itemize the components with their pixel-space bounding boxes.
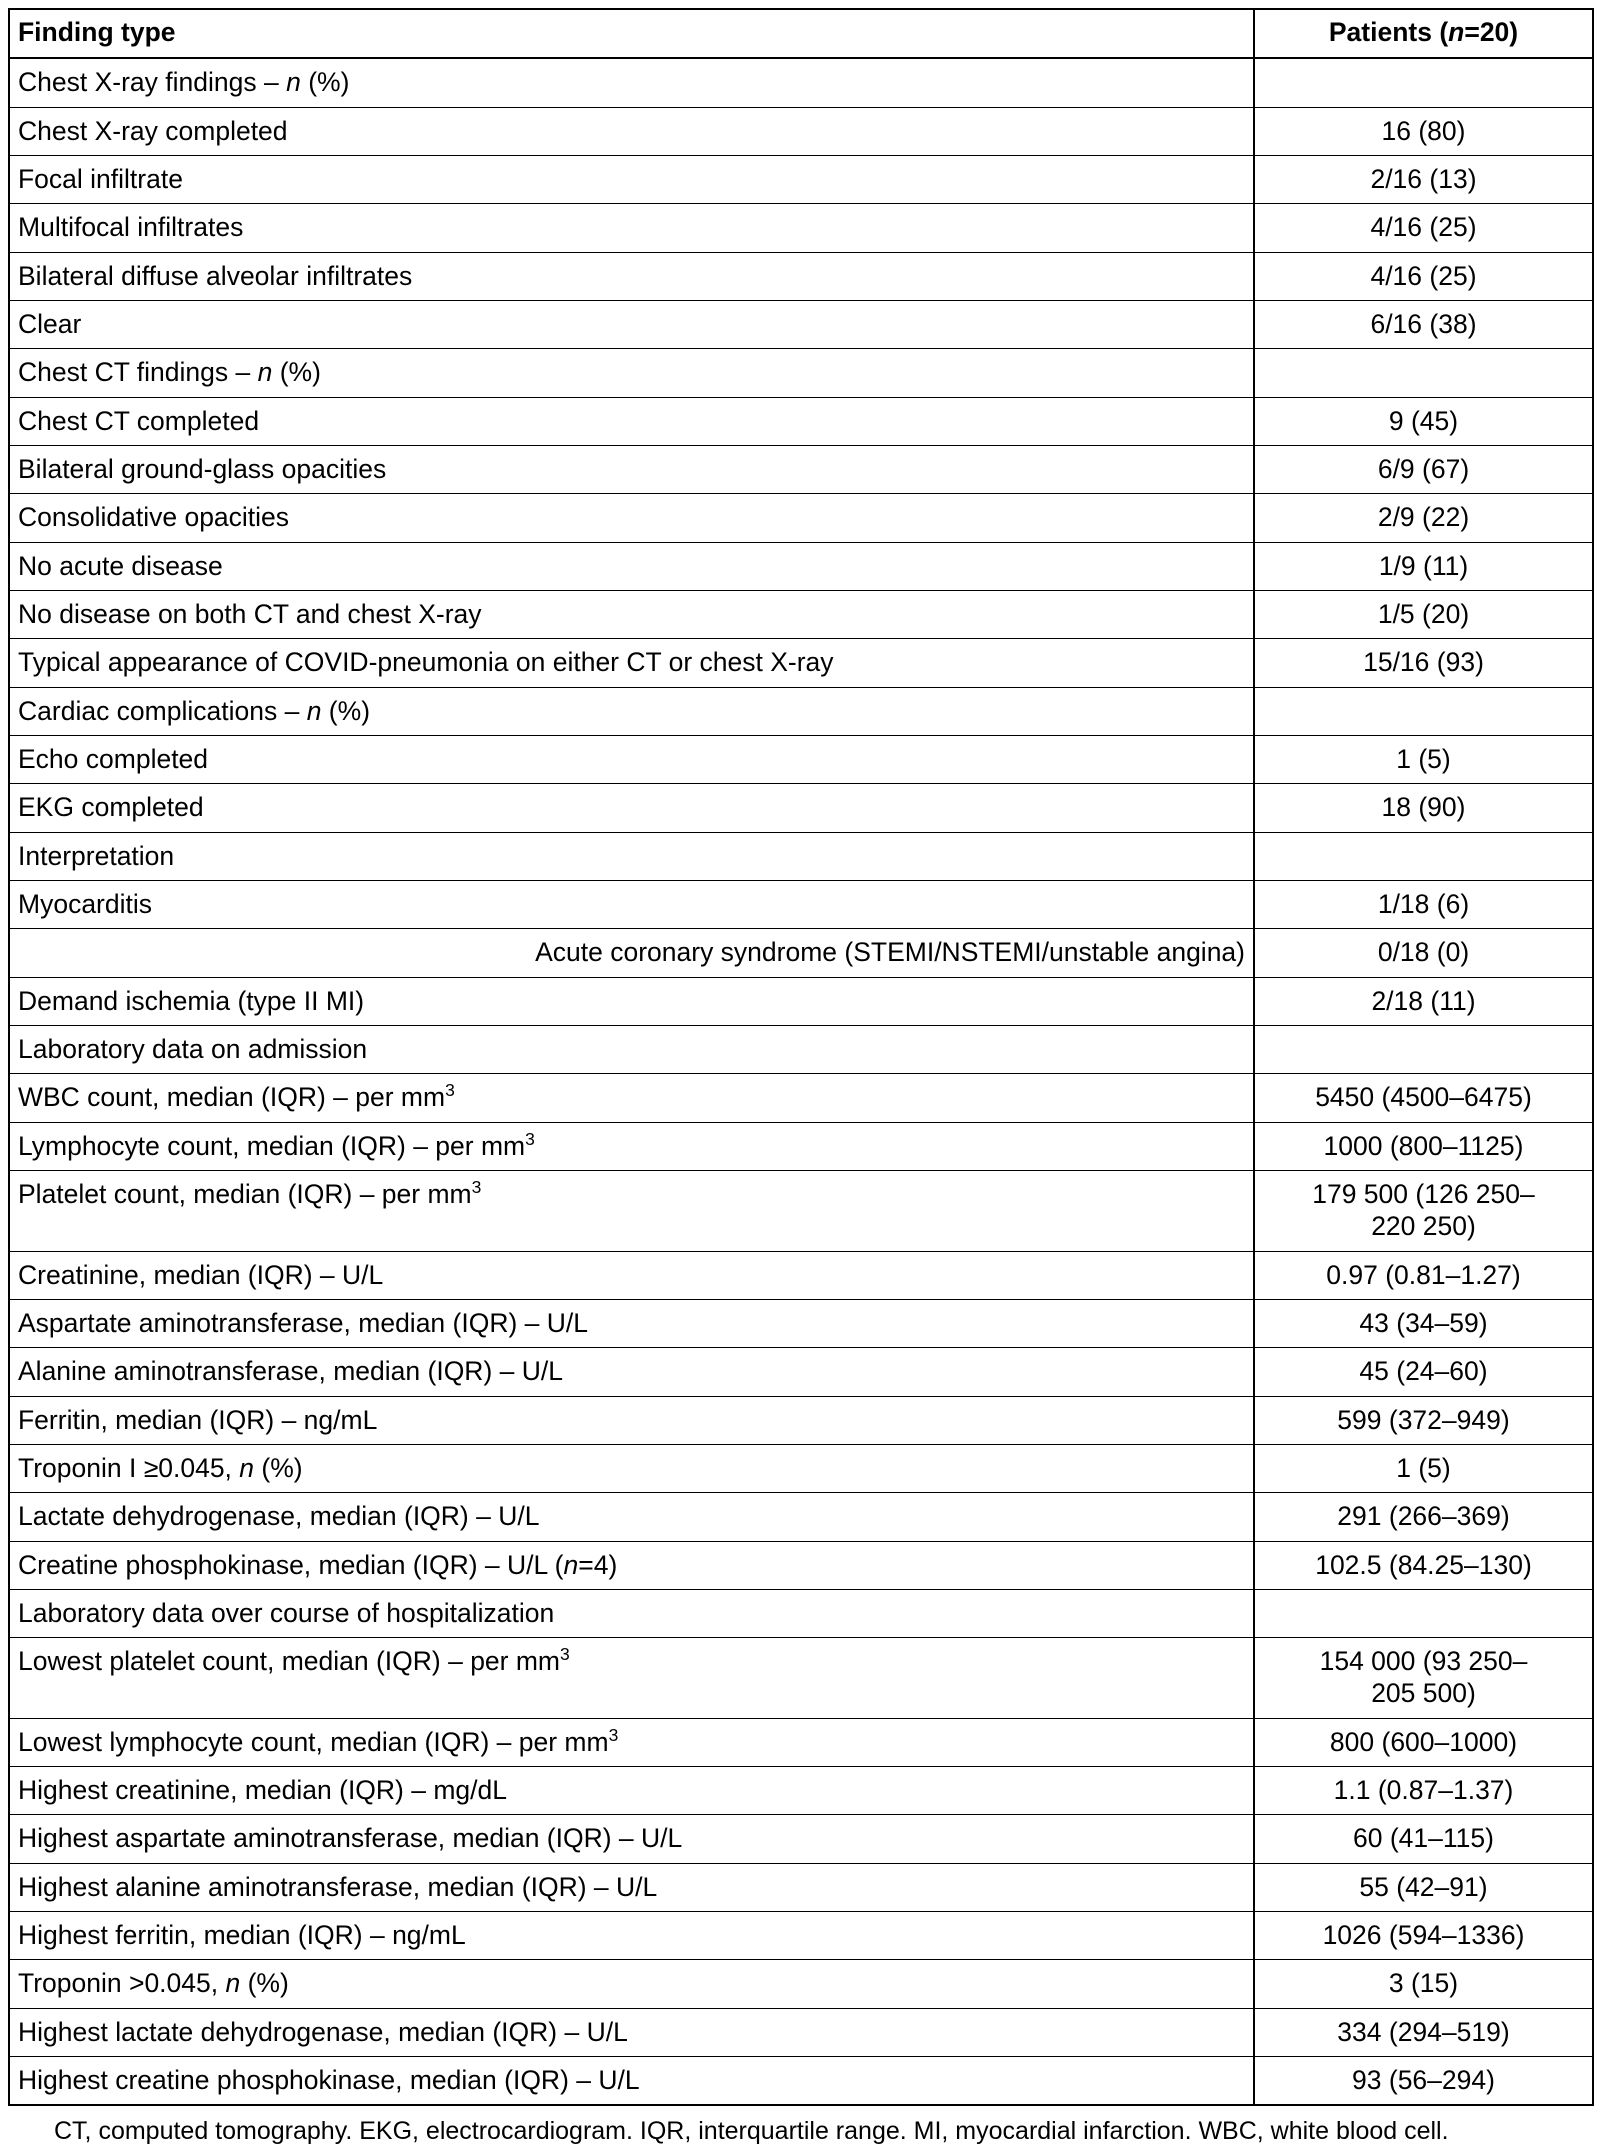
row-label-lab-data-admission: Laboratory data on admission — [9, 1025, 1254, 1073]
row-label-acute-coronary-syndrome: Acute coronary syndrome (STEMI/NSTEMI/unstable angina) — [9, 929, 1254, 977]
row-value-highest-creatinine: 1.1 (0.87–1.37) — [1254, 1767, 1593, 1815]
row-value-ekg-completed: 18 (90) — [1254, 784, 1593, 832]
table-row — [9, 1170, 1593, 1251]
table-row — [9, 542, 1593, 590]
row-label-text: Lowest platelet count, median (IQR) – per mm — [18, 1646, 561, 1677]
row-label-ferritin: Ferritin, median (IQR) – ng/mL — [9, 1396, 1254, 1444]
row-label-highest-creatinine: Highest creatinine, median (IQR) – mg/dL — [9, 1767, 1254, 1815]
table-row — [9, 445, 1593, 493]
table-row — [9, 1444, 1593, 1492]
row-label-focal-infiltrate: Focal infiltrate — [9, 155, 1254, 203]
row-label-creatinine: Creatinine, median (IQR) – U/L — [9, 1251, 1254, 1299]
row-label-superscript: 3 — [445, 1080, 455, 1101]
row-value-highest-alt: 55 (42–91) — [1254, 1863, 1593, 1911]
row-label-text: Troponin I ≥0.045, — [18, 1452, 240, 1483]
row-label-alt: Alanine aminotransferase, median (IQR) – U/L — [9, 1348, 1254, 1396]
row-label-italic-n: n — [563, 1549, 579, 1580]
row-value-typical-covid-appearance: 15/16 (93) — [1254, 639, 1593, 687]
row-label-typical-covid-appearance: Typical appearance of COVID-pneumonia on either CT or chest X-ray — [9, 639, 1254, 687]
row-value-multifocal-infiltrates: 4/16 (25) — [1254, 204, 1593, 252]
row-value-lowest-lymphocyte-count: 800 (600–1000) — [1254, 1718, 1593, 1766]
row-label-lowest-lymphocyte-count — [9, 1718, 1254, 1766]
row-value-troponin-i: 1 (5) — [1254, 1444, 1593, 1492]
table-row — [9, 349, 1593, 397]
table-row — [9, 1348, 1593, 1396]
row-label-text: Creatine phosphokinase, median (IQR) – U/L ( — [18, 1549, 564, 1580]
table-row — [9, 1493, 1593, 1541]
row-label-text-tail: (%) — [254, 1452, 303, 1483]
row-label-italic-n: n — [239, 1452, 255, 1483]
table-row — [9, 977, 1593, 1025]
row-label-text: WBC count, median (IQR) – per mm — [18, 1082, 446, 1113]
table-row — [9, 1396, 1593, 1444]
row-label-highest-ferritin: Highest ferritin, median (IQR) – ng/mL — [9, 1912, 1254, 1960]
row-label-interpretation: Interpretation — [9, 832, 1254, 880]
row-value-line-1: 179 500 (126 250– — [1312, 1178, 1535, 1209]
table-row — [9, 300, 1593, 348]
row-value-line-2: 205 500) — [1371, 1678, 1476, 1709]
table-row — [9, 1122, 1593, 1170]
row-label-myocarditis: Myocarditis — [9, 880, 1254, 928]
row-value-cxr-completed: 16 (80) — [1254, 107, 1593, 155]
row-label-text-tail: (%) — [300, 67, 350, 98]
row-value-cpk: 102.5 (84.25–130) — [1254, 1541, 1593, 1589]
table-row — [9, 252, 1593, 300]
table-row — [9, 107, 1593, 155]
row-label-ldh: Lactate dehydrogenase, median (IQR) – U/L — [9, 1493, 1254, 1541]
table-row — [9, 1767, 1593, 1815]
row-label-text: Chest X-ray findings – — [18, 67, 287, 98]
row-value-lab-data-admission — [1254, 1025, 1593, 1073]
row-value-consolidative-opacities: 2/9 (22) — [1254, 494, 1593, 542]
row-value-clear: 6/16 (38) — [1254, 300, 1593, 348]
table-row — [9, 397, 1593, 445]
row-value-acute-coronary-syndrome: 0/18 (0) — [1254, 929, 1593, 977]
row-label-italic-n: n — [257, 357, 273, 388]
row-label-superscript: 3 — [560, 1644, 570, 1665]
table-header-row — [9, 9, 1593, 58]
row-value-bilateral-ground-glass-opacities: 6/9 (67) — [1254, 445, 1593, 493]
table-row — [9, 2008, 1593, 2056]
row-value-ferritin: 599 (372–949) — [1254, 1396, 1593, 1444]
table-row — [9, 687, 1593, 735]
row-value-highest-ferritin: 1026 (594–1336) — [1254, 1912, 1593, 1960]
row-value-troponin-high: 3 (15) — [1254, 1960, 1593, 2008]
row-label-ekg-completed: EKG completed — [9, 784, 1254, 832]
table-row — [9, 832, 1593, 880]
row-label-text: Lymphocyte count, median (IQR) – per mm — [18, 1130, 526, 1161]
row-value-alt: 45 (24–60) — [1254, 1348, 1593, 1396]
row-value-highest-ast: 60 (41–115) — [1254, 1815, 1593, 1863]
row-value-ldh: 291 (266–369) — [1254, 1493, 1593, 1541]
row-label-cxr-completed: Chest X-ray completed — [9, 107, 1254, 155]
table-row — [9, 1025, 1593, 1073]
table-row — [9, 639, 1593, 687]
row-value-echo-completed: 1 (5) — [1254, 735, 1593, 783]
row-value-lowest-platelet-count — [1254, 1638, 1593, 1719]
column-header-finding-type: Finding type — [9, 9, 1254, 58]
row-label-clear: Clear — [9, 300, 1254, 348]
row-label-text: Troponin >0.045, — [18, 1968, 226, 1999]
column-header-patients — [1254, 9, 1593, 58]
table-row — [9, 929, 1593, 977]
table-row — [9, 1960, 1593, 2008]
row-label-demand-ischemia: Demand ischemia (type II MI) — [9, 977, 1254, 1025]
table-row — [9, 1912, 1593, 1960]
row-label-cpk — [9, 1541, 1254, 1589]
row-value-creatinine: 0.97 (0.81–1.27) — [1254, 1251, 1593, 1299]
row-label-superscript: 3 — [608, 1724, 619, 1745]
row-label-no-acute-disease: No acute disease — [9, 542, 1254, 590]
row-value-ct-findings — [1254, 349, 1593, 397]
row-label-text: Platelet count, median (IQR) – per mm — [18, 1178, 472, 1209]
row-value-interpretation — [1254, 832, 1593, 880]
row-label-text-tail: (%) — [272, 357, 321, 388]
table-row — [9, 155, 1593, 203]
row-label-ast: Aspartate aminotransferase, median (IQR) – U/L — [9, 1299, 1254, 1347]
row-label-cardiac-complications — [9, 687, 1254, 735]
row-value-focal-infiltrate: 2/16 (13) — [1254, 155, 1593, 203]
row-label-troponin-high — [9, 1960, 1254, 2008]
row-label-italic-n: n — [225, 1968, 241, 1999]
table-row — [9, 58, 1593, 107]
row-label-bilateral-diffuse-alveolar-infiltrates: Bilateral diffuse alveolar infiltrates — [9, 252, 1254, 300]
row-label-text: Chest CT findings – — [18, 357, 258, 388]
row-label-text: Lowest lymphocyte count, median (IQR) – per mm — [18, 1726, 609, 1757]
table-row — [9, 590, 1593, 638]
row-value-myocarditis: 1/18 (6) — [1254, 880, 1593, 928]
row-label-superscript: 3 — [471, 1177, 482, 1198]
table-row — [9, 1863, 1593, 1911]
row-value-highest-cpk: 93 (56–294) — [1254, 2057, 1593, 2106]
row-value-no-disease-both: 1/5 (20) — [1254, 590, 1593, 638]
row-label-platelet-count — [9, 1170, 1254, 1251]
column-header-patients-post: =20) — [1464, 17, 1519, 47]
row-label-lymphocyte-count — [9, 1122, 1254, 1170]
row-label-wbc-count — [9, 1074, 1254, 1122]
row-label-text-tail: =4) — [578, 1549, 618, 1580]
row-label-consolidative-opacities: Consolidative opacities — [9, 494, 1254, 542]
table-row — [9, 784, 1593, 832]
row-label-italic-n: n — [286, 67, 301, 98]
table-row — [9, 880, 1593, 928]
row-value-bilateral-diffuse-alveolar-infiltrates: 4/16 (25) — [1254, 252, 1593, 300]
table-row — [9, 494, 1593, 542]
row-label-italic-n: n — [306, 695, 322, 726]
table-row — [9, 1718, 1593, 1766]
row-label-ct-completed: Chest CT completed — [9, 397, 1254, 445]
table-row — [9, 204, 1593, 252]
table-row — [9, 1299, 1593, 1347]
row-value-cardiac-complications — [1254, 687, 1593, 735]
row-label-cxr-findings — [9, 58, 1254, 107]
row-label-text: Cardiac complications – — [18, 695, 307, 726]
table-row — [9, 735, 1593, 783]
column-header-patients-pre: Patients ( — [1328, 17, 1449, 47]
row-value-ast: 43 (34–59) — [1254, 1299, 1593, 1347]
table-row — [9, 1074, 1593, 1122]
table-row — [9, 1541, 1593, 1589]
row-label-echo-completed: Echo completed — [9, 735, 1254, 783]
column-header-patients-n: n — [1448, 17, 1465, 47]
table-row — [9, 1815, 1593, 1863]
row-label-text-tail: (%) — [321, 695, 371, 726]
row-value-no-acute-disease: 1/9 (11) — [1254, 542, 1593, 590]
row-label-troponin-i — [9, 1444, 1254, 1492]
table-row — [9, 1589, 1593, 1637]
row-value-ct-completed: 9 (45) — [1254, 397, 1593, 445]
row-value-cxr-findings — [1254, 58, 1593, 107]
row-label-text-tail: (%) — [240, 1968, 289, 1999]
row-value-wbc-count: 5450 (4500–6475) — [1254, 1074, 1593, 1122]
row-label-bilateral-ground-glass-opacities: Bilateral ground-glass opacities — [9, 445, 1254, 493]
row-label-lab-data-hospitalization: Laboratory data over course of hospitalization — [9, 1589, 1254, 1637]
table-footnote: CT, computed tomography. EKG, electrocardiogram. IQR, interquartile range. MI, myocardial infarction. WBC, white blood cell. — [54, 2117, 1449, 2146]
table-body — [9, 58, 1593, 2105]
table-row — [9, 1251, 1593, 1299]
row-value-line-1: 154 000 (93 250– — [1319, 1646, 1528, 1677]
row-value-line-2: 220 250) — [1371, 1211, 1476, 1242]
table-row — [9, 2057, 1593, 2106]
row-label-ct-findings — [9, 349, 1254, 397]
row-label-highest-ast: Highest aspartate aminotransferase, median (IQR) – U/L — [9, 1815, 1254, 1863]
row-value-platelet-count — [1254, 1170, 1593, 1251]
row-label-highest-ldh: Highest lactate dehydrogenase, median (IQR) – U/L — [9, 2008, 1254, 2056]
row-value-demand-ischemia: 2/18 (11) — [1254, 977, 1593, 1025]
table-row — [9, 1638, 1593, 1719]
row-value-lab-data-hospitalization — [1254, 1589, 1593, 1637]
row-label-multifocal-infiltrates: Multifocal infiltrates — [9, 204, 1254, 252]
row-value-highest-ldh: 334 (294–519) — [1254, 2008, 1593, 2056]
row-label-no-disease-both: No disease on both CT and chest X-ray — [9, 590, 1254, 638]
row-label-lowest-platelet-count — [9, 1638, 1254, 1719]
row-label-highest-alt: Highest alanine aminotransferase, median (IQR) – U/L — [9, 1863, 1254, 1911]
row-value-lymphocyte-count: 1000 (800–1125) — [1254, 1122, 1593, 1170]
row-label-highest-cpk: Highest creatine phosphokinase, median (IQR) – U/L — [9, 2057, 1254, 2106]
findings-table — [8, 8, 1594, 2106]
row-label-superscript: 3 — [525, 1128, 535, 1149]
